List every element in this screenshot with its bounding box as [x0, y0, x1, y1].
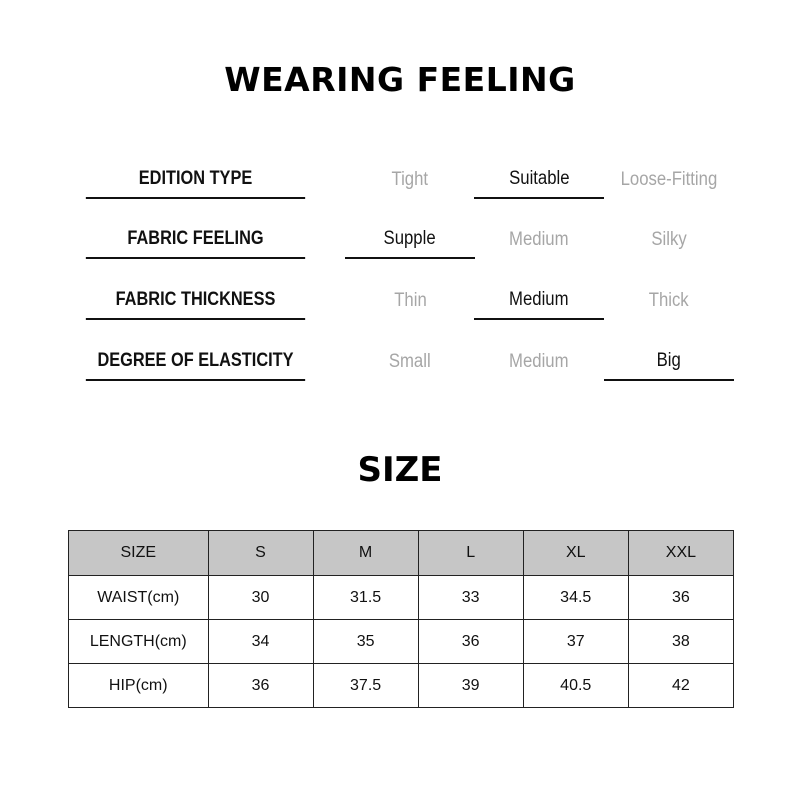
feeling-option-selected: Medium	[474, 282, 604, 320]
size-table	[68, 530, 734, 708]
feeling-option: Thick	[649, 290, 689, 311]
feeling-option-selected: Suitable	[474, 161, 604, 199]
table-row	[69, 620, 734, 664]
feeling-option: Thin	[393, 290, 427, 311]
feeling-row-label: FABRIC FEELING	[86, 221, 305, 259]
table-cell: 36	[208, 664, 313, 708]
feeling-option-selected: Supple	[345, 221, 475, 259]
table-header-cell: M	[313, 531, 418, 576]
table-cell: 36	[628, 576, 733, 620]
table-cell: 35	[313, 620, 418, 664]
feeling-row-degree-of-elasticity	[0, 343, 800, 383]
feeling-option: Tight	[391, 169, 429, 190]
table-cell: 34	[208, 620, 313, 664]
feeling-row-fabric-feeling	[0, 221, 800, 261]
table-cell: 37.5	[313, 664, 418, 708]
table-cell: 38	[628, 620, 733, 664]
feeling-row-label: DEGREE OF ELASTICITY	[86, 343, 305, 381]
feeling-option: Small	[389, 351, 431, 372]
table-cell: 37	[523, 620, 628, 664]
size-title: SIZE	[357, 450, 443, 490]
table-row	[69, 576, 734, 620]
table-cell: 42	[628, 664, 733, 708]
table-header-cell: SIZE	[69, 531, 209, 576]
feeling-row-label: EDITION TYPE	[86, 161, 305, 199]
feeling-row-label: FABRIC THICKNESS	[86, 282, 305, 320]
table-header-cell: L	[418, 531, 523, 576]
table-header-row	[69, 531, 734, 576]
feeling-option: Medium	[509, 351, 569, 372]
feeling-option: Silky	[651, 229, 687, 250]
feeling-row-edition-type	[0, 161, 800, 201]
wearing-feeling-title: WEARING FEELING	[224, 60, 576, 99]
feeling-option: Loose-Fitting	[620, 169, 718, 190]
feeling-row-fabric-thickness	[0, 282, 800, 322]
table-cell: 36	[418, 620, 523, 664]
table-cell: 31.5	[313, 576, 418, 620]
table-cell: 33	[418, 576, 523, 620]
table-cell: 30	[208, 576, 313, 620]
table-cell: HIP(cm)	[69, 664, 209, 708]
table-cell: WAIST(cm)	[69, 576, 209, 620]
table-row	[69, 664, 734, 708]
table-cell: 40.5	[523, 664, 628, 708]
table-header-cell: XL	[523, 531, 628, 576]
table-cell: 34.5	[523, 576, 628, 620]
table-cell: 39	[418, 664, 523, 708]
table-header-cell: XXL	[628, 531, 733, 576]
feeling-option-selected: Big	[604, 343, 734, 381]
table-header-cell: S	[208, 531, 313, 576]
table-cell: LENGTH(cm)	[69, 620, 209, 664]
feeling-option: Medium	[509, 229, 569, 250]
